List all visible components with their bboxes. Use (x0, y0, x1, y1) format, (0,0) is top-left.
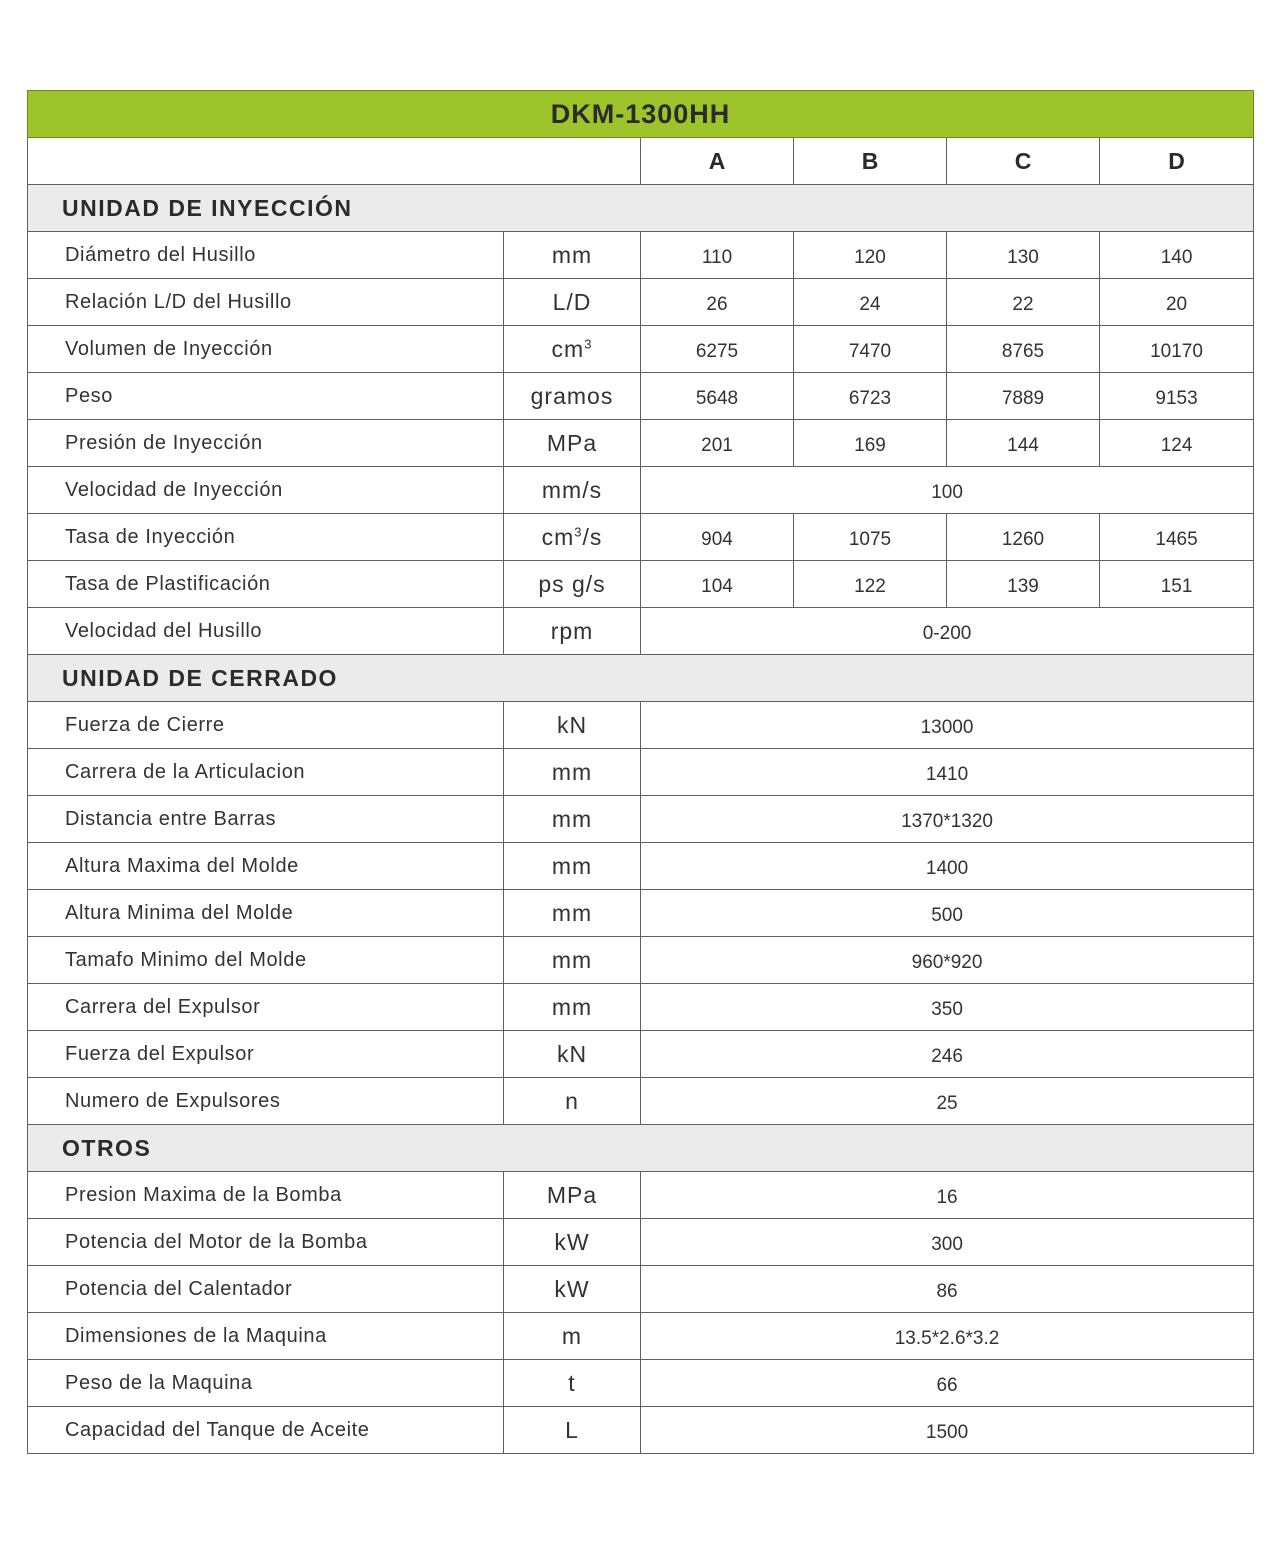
header-blank-cell (28, 138, 641, 185)
unit-text: L (565, 1416, 579, 1443)
spec-value-a: 5648 (641, 373, 794, 420)
spec-label: Altura Minima del Molde (28, 890, 504, 937)
spec-label: Peso (28, 373, 504, 420)
spec-value-all: 16 (641, 1172, 1254, 1219)
spec-value-b: 1075 (794, 514, 947, 561)
spec-unit (504, 232, 641, 279)
spec-value-all: 300 (641, 1219, 1254, 1266)
unit-text: m (561, 1322, 583, 1349)
spec-value-a: 26 (641, 279, 794, 326)
spec-label: Velocidad del Husillo (28, 608, 504, 655)
spec-row (28, 514, 1254, 561)
spec-row (28, 890, 1254, 937)
spec-label: Distancia entre Barras (28, 796, 504, 843)
spec-row (28, 1313, 1254, 1360)
spec-value-a: 104 (641, 561, 794, 608)
spec-value-b: 120 (794, 232, 947, 279)
unit-superscript: 3 (574, 523, 583, 539)
spec-label: Tamafo Minimo del Molde (28, 937, 504, 984)
spec-label: Altura Maxima del Molde (28, 843, 504, 890)
unit-text: mm (551, 946, 593, 973)
spec-label: Fuerza de Cierre (28, 702, 504, 749)
spec-label: Capacidad del Tanque de Aceite (28, 1407, 504, 1454)
spec-value-d: 1465 (1100, 514, 1254, 561)
spec-value-b: 24 (794, 279, 947, 326)
unit-text: kW (554, 1275, 590, 1302)
spec-unit (504, 1313, 641, 1360)
section-title: UNIDAD DE INYECCIÓN (28, 185, 1254, 232)
unit-superscript: 3 (584, 335, 593, 351)
spec-value-all: 13000 (641, 702, 1254, 749)
unit-text: mm (551, 993, 593, 1020)
spec-value-all: 350 (641, 984, 1254, 1031)
spec-row (28, 1031, 1254, 1078)
spec-value-all: 960*920 (641, 937, 1254, 984)
unit-text: rpm (550, 617, 594, 644)
unit-text: t (568, 1369, 576, 1396)
spec-row (28, 326, 1254, 373)
spec-value-all: 500 (641, 890, 1254, 937)
spec-value-b: 169 (794, 420, 947, 467)
spec-row (28, 1266, 1254, 1313)
spec-unit (504, 373, 641, 420)
spec-unit (504, 1266, 641, 1313)
spec-value-d: 10170 (1100, 326, 1254, 373)
spec-value-d: 140 (1100, 232, 1254, 279)
spec-label: Tasa de Inyección (28, 514, 504, 561)
spec-row (28, 937, 1254, 984)
spec-unit (504, 843, 641, 890)
spec-value-all: 1500 (641, 1407, 1254, 1454)
spec-value-c: 144 (947, 420, 1100, 467)
spec-value-c: 130 (947, 232, 1100, 279)
unit-text: mm (551, 899, 593, 926)
spec-row (28, 1407, 1254, 1454)
spec-row (28, 796, 1254, 843)
spec-unit (504, 608, 641, 655)
title-row (28, 91, 1254, 138)
spec-table-body (28, 91, 1254, 1454)
spec-label: Diámetro del Husillo (28, 232, 504, 279)
unit-text: kN (556, 711, 588, 738)
section-title: OTROS (28, 1125, 1254, 1172)
unit-text: mm (551, 805, 593, 832)
spec-row (28, 279, 1254, 326)
spec-label: Dimensiones de la Maquina (28, 1313, 504, 1360)
spec-unit (504, 1360, 641, 1407)
spec-label: Presión de Inyección (28, 420, 504, 467)
spec-label: Peso de la Maquina (28, 1360, 504, 1407)
unit-text: mm (551, 852, 593, 879)
spec-value-b: 122 (794, 561, 947, 608)
unit-text: mm (551, 758, 593, 785)
spec-row (28, 702, 1254, 749)
unit-text: MPa (546, 429, 598, 456)
column-header-d: D (1100, 138, 1254, 185)
unit-text: n (565, 1087, 579, 1114)
spec-value-a: 201 (641, 420, 794, 467)
spec-unit (504, 467, 641, 514)
spec-row (28, 1360, 1254, 1407)
spec-value-all: 0-200 (641, 608, 1254, 655)
spec-label: Presion Maxima de la Bomba (28, 1172, 504, 1219)
unit-text: kW (554, 1228, 590, 1255)
spec-row (28, 1172, 1254, 1219)
spec-label: Carrera del Expulsor (28, 984, 504, 1031)
spec-label: Fuerza del Expulsor (28, 1031, 504, 1078)
spec-sheet (27, 90, 1253, 1454)
spec-unit (504, 1078, 641, 1125)
spec-label: Relación L/D del Husillo (28, 279, 504, 326)
spec-row (28, 561, 1254, 608)
spec-value-d: 20 (1100, 279, 1254, 326)
spec-row (28, 467, 1254, 514)
unit-text: cm (541, 523, 575, 550)
spec-unit (504, 984, 641, 1031)
spec-label: Potencia del Calentador (28, 1266, 504, 1313)
spec-unit (504, 796, 641, 843)
spec-label: Potencia del Motor de la Bomba (28, 1219, 504, 1266)
spec-value-all: 13.5*2.6*3.2 (641, 1313, 1254, 1360)
spec-unit (504, 1407, 641, 1454)
spec-value-a: 6275 (641, 326, 794, 373)
spec-label: Carrera de la Articulacion (28, 749, 504, 796)
spec-row (28, 843, 1254, 890)
spec-row (28, 420, 1254, 467)
spec-value-c: 7889 (947, 373, 1100, 420)
spec-label: Numero de Expulsores (28, 1078, 504, 1125)
model-title: DKM-1300HH (28, 91, 1254, 138)
spec-value-c: 8765 (947, 326, 1100, 373)
spec-row (28, 373, 1254, 420)
spec-label: Velocidad de Inyección (28, 467, 504, 514)
unit-text: MPa (546, 1181, 598, 1208)
spec-value-all: 1410 (641, 749, 1254, 796)
section-title: UNIDAD DE CERRADO (28, 655, 1254, 702)
unit-text: L/D (552, 288, 592, 315)
spec-value-all: 246 (641, 1031, 1254, 1078)
spec-value-a: 904 (641, 514, 794, 561)
spec-value-d: 151 (1100, 561, 1254, 608)
spec-value-b: 6723 (794, 373, 947, 420)
column-header-a: A (641, 138, 794, 185)
unit-text: mm (551, 241, 593, 268)
spec-value-all: 100 (641, 467, 1254, 514)
spec-value-a: 110 (641, 232, 794, 279)
spec-value-all: 86 (641, 1266, 1254, 1313)
unit-text: gramos (530, 382, 614, 409)
spec-table (27, 90, 1254, 1454)
spec-unit (504, 514, 641, 561)
section-row (28, 1125, 1254, 1172)
column-header-c: C (947, 138, 1100, 185)
unit-text: cm (551, 335, 585, 362)
spec-value-all: 25 (641, 1078, 1254, 1125)
spec-unit (504, 420, 641, 467)
spec-row (28, 1219, 1254, 1266)
spec-value-c: 22 (947, 279, 1100, 326)
spec-unit (504, 279, 641, 326)
spec-value-all: 1400 (641, 843, 1254, 890)
column-header-b: B (794, 138, 947, 185)
spec-value-all: 1370*1320 (641, 796, 1254, 843)
unit-text: mm/s (541, 476, 603, 503)
spec-row (28, 232, 1254, 279)
spec-row (28, 749, 1254, 796)
spec-unit (504, 326, 641, 373)
spec-value-d: 9153 (1100, 373, 1254, 420)
spec-value-b: 7470 (794, 326, 947, 373)
spec-unit (504, 1219, 641, 1266)
spec-unit (504, 890, 641, 937)
spec-unit (504, 702, 641, 749)
spec-value-c: 1260 (947, 514, 1100, 561)
unit-text: ps g/s (538, 570, 606, 597)
spec-unit (504, 1031, 641, 1078)
spec-row (28, 984, 1254, 1031)
spec-label: Tasa de Plastificación (28, 561, 504, 608)
unit-suffix: /s (582, 523, 603, 550)
spec-value-all: 66 (641, 1360, 1254, 1407)
spec-unit (504, 937, 641, 984)
spec-row (28, 608, 1254, 655)
spec-unit (504, 1172, 641, 1219)
spec-row (28, 1078, 1254, 1125)
spec-unit (504, 749, 641, 796)
spec-value-d: 124 (1100, 420, 1254, 467)
spec-unit (504, 561, 641, 608)
spec-label: Volumen de Inyección (28, 326, 504, 373)
unit-text: kN (556, 1040, 588, 1067)
column-header-row (28, 138, 1254, 185)
section-row (28, 185, 1254, 232)
spec-value-c: 139 (947, 561, 1100, 608)
section-row (28, 655, 1254, 702)
